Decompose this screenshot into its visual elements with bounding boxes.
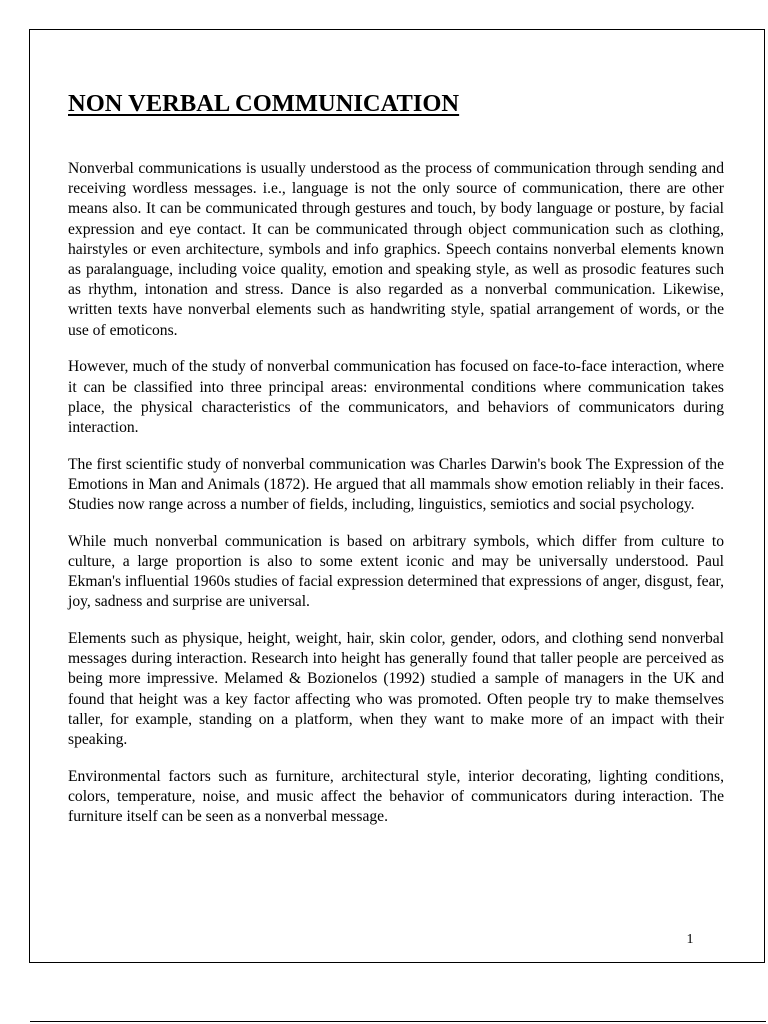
paragraph-4: While much nonverbal communication is based on arbitrary symbols, which differ from culture to culture, a large proportion is also to some extent iconic and may be universally understood. Paul Ekman's influential 1960s studies of facial expression determined that expressions of anger, disgust, fear, joy, sadness and surprise are universal. [68,532,724,611]
paragraph-2: However, much of the study of nonverbal communication has focused on face-to-face interaction, where it can be classified into three principal areas: environmental conditions where communication takes place, the physical characteristics of the communicators, and behaviors of communicators during interaction. [68,358,724,436]
paragraph-5: Elements such as physique, height, weight, hair, skin color, gender, odors, and clothing send nonverbal messages during interaction. Research into height has generally found that taller people are perceived as being more impressive. Melamed & Bozionelos (1992) studied a sample of managers in the UK and found that height was a key factor affecting who was promoted. Often people try to make themselves taller, for example, standing on a platform, when they want to make more of an impact with their speaking. [68,630,724,749]
next-page-divider [30,1021,766,1022]
paragraph-3: The first scientific study of nonverbal communication was Charles Darwin's book The Expression of the Emotions in Man and Animals (1872). He argued that all mammals show emotion reliably in their faces. Studies now range across a number of fields, including, linguistics, semiotics and social psychology. [68,455,724,514]
page-title: NON VERBAL COMMUNICATION [68,90,460,117]
paragraph-6: Environmental factors such as furniture, architectural style, interior decorating, lighting conditions, colors, temperature, noise, and music affect the behavior of communicators during interaction. The furniture itself can be seen as a nonverbal message. [68,767,724,826]
page-number: 1 [686,932,694,947]
paragraph-1: Nonverbal communications is usually understood as the process of communication through sending and receiving wordless messages. i.e., language is not the only source of communication, there are other means also. It can be communicated through gestures and touch, by body language or posture, by facial expression and eye contact. It can be communicated through object communication such as clothing, hairstyles or even architecture, symbols and info graphics. Speech contains nonverbal elements known as paralanguage, including voice quality, emotion and speaking style, as well as prosodic features such as rhythm, intonation and stress. Dance is also regarded as a nonverbal communication. Likewise, written texts have nonverbal elements such as handwriting style, spatial arrangement of words, or the use of emoticons. [68,160,724,339]
body-text [68,159,724,844]
